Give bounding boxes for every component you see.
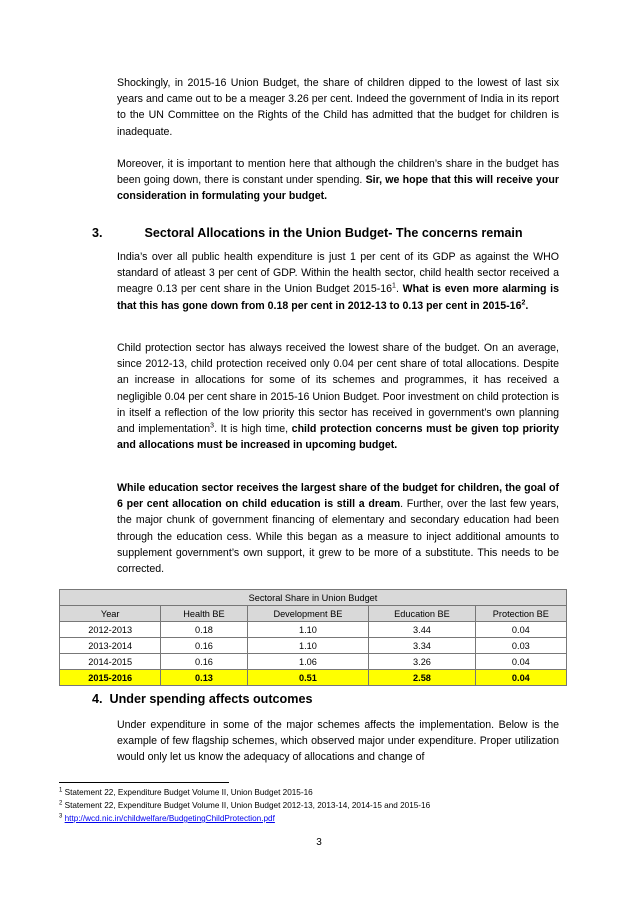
table-row [60, 622, 567, 638]
section-number: 3. [92, 226, 103, 240]
footnote-2 [59, 800, 430, 811]
table-cell: 0.18 [161, 622, 247, 638]
table-caption: Sectoral Share in Union Budget [60, 590, 567, 606]
table-cell: 3.26 [369, 654, 475, 670]
table-cell: 1.10 [247, 622, 369, 638]
column-header: Year [60, 606, 161, 622]
footnote-link[interactable]: http://wcd.nic.in/childwelfare/BudgetingChildProtection.pdf [64, 814, 275, 823]
footnote-ref: 1 [392, 282, 396, 290]
paragraph-bold-appeal: Sir, we hope that this will receive your consideration in formulating your budget. [117, 174, 559, 203]
table-row-highlighted [60, 670, 567, 686]
footnote-number: 2 [59, 800, 63, 807]
section-number: 4. [92, 692, 103, 706]
table-cell: 2012-2013 [60, 622, 161, 638]
table-cell: 0.16 [161, 654, 247, 670]
paragraph-bold: While education sector receives the largest share of the budget for children, the goal of 6 per cent allocation on child education is still a dream [117, 482, 559, 511]
footnote-1 [59, 787, 313, 798]
table-cell: 0.16 [161, 638, 247, 654]
table-header-row [60, 606, 567, 622]
table-cell: 0.04 [475, 622, 566, 638]
paragraph-text: India’s over all public health expenditure is just 1 per cent of its GDP as against the WHO standard of atleast 3 per cent of GDP. Within the health sector, child health sector received a meagre 0.13 per cent share in the Union Budget 2015-16 [117, 251, 559, 296]
table-cell: 0.04 [475, 654, 566, 670]
column-header: Development BE [247, 606, 369, 622]
paragraph-text: . It is high time, [214, 423, 292, 436]
paragraph-text: . [395, 283, 403, 296]
sectoral-share-table [59, 589, 567, 686]
page-number: 3 [316, 837, 322, 848]
section-3-heading [92, 226, 523, 240]
paragraph-under-spending [117, 156, 559, 205]
footnote-text: Statement 22, Expenditure Budget Volume II, Union Budget 2015-16 [62, 788, 313, 797]
column-header: Education BE [369, 606, 475, 622]
table-cell: 2013-2014 [60, 638, 161, 654]
paragraph-text: . Further, over the last few years, the major chunk of government financing of elementary and secondary education had been through the education cess. While this began as a measure to inject additional amounts to supplement government’s own support, it grew to be more of a substitute. This needs to be corrected. [117, 498, 559, 576]
paragraph-education [117, 480, 559, 577]
column-header: Protection BE [475, 606, 566, 622]
table-caption-row [60, 590, 567, 606]
table-cell: 1.10 [247, 638, 369, 654]
footnote-number: 3 [59, 813, 63, 820]
paragraph-bold: What is even more alarming is that this has gone down from 0.18 per cent in 2012-13 to 0.13 per cent in 2015-16 [117, 283, 560, 312]
footnote-ref: 3 [210, 422, 215, 430]
section-title: Sectoral Allocations in the Union Budget- The concerns remain [144, 226, 523, 240]
section-title: Under spending affects outcomes [109, 692, 313, 706]
table-cell: 0.03 [475, 638, 566, 654]
column-header: Health BE [161, 606, 247, 622]
footnote-text: Statement 22, Expenditure Budget Volume II, Union Budget 2012-13, 2013-14, 2014-15 and 2015-16 [62, 801, 431, 810]
section-4-heading [92, 692, 312, 706]
paragraph-text: Shockingly, in 2015-16 Union Budget, the share of children dipped to the lowest of last six years and came out to be a meager 3.26 per cent. Indeed the government of India in its report to the UN Committee on the Rights of the Child has admitted that the budget for children is inadequate. [117, 77, 559, 138]
table-cell: 0.04 [475, 670, 566, 686]
table-cell: 2014-2015 [60, 654, 161, 670]
paragraph-text: Moreover, it is important to mention here that although the children’s share in the budget has been going down, there is constant under spending. [117, 158, 559, 187]
table-cell: 0.51 [247, 670, 369, 686]
footnote-divider [59, 782, 229, 783]
table-cell: 1.06 [247, 654, 369, 670]
paragraph-bold: child protection concerns must be given top priority and allocations must be increased in upcoming budget. [117, 423, 559, 452]
table-cell: 0.13 [161, 670, 247, 686]
table-row [60, 638, 567, 654]
paragraph-text: Under expenditure in some of the major schemes affects the implementation. Below is the example of few flagship schemes, which observed major under expenditure. Proper utilization would only let us know the adequacy of allocations and change of [117, 719, 559, 764]
paragraph-under-expenditure [117, 717, 559, 766]
footnote-ref: 2 [521, 299, 526, 307]
paragraph-children-share [117, 75, 559, 140]
table-cell: 3.44 [369, 622, 475, 638]
footnote-3 [59, 813, 275, 824]
table-cell: 3.34 [369, 638, 475, 654]
footnote-number: 1 [59, 787, 63, 794]
paragraph-text: Child protection sector has always received the lowest share of the budget. On an average, since 2012-13, child protection received only 0.04 per cent share of total allocations. Despite an increase in allocations for some of its schemes and programmes, it has received a negligible 0.04 per cent share in 2015-16 Union Budget. Poor investment on child protection is in itself a reflection of the low priority this sector has received in government’s own planning and implementation [117, 342, 559, 436]
paragraph-health [117, 249, 559, 314]
paragraph-bold: . [525, 299, 529, 312]
paragraph-child-protection [117, 340, 559, 453]
table-row [60, 654, 567, 670]
table-cell: 2015-2016 [60, 670, 161, 686]
table-cell: 2.58 [369, 670, 475, 686]
